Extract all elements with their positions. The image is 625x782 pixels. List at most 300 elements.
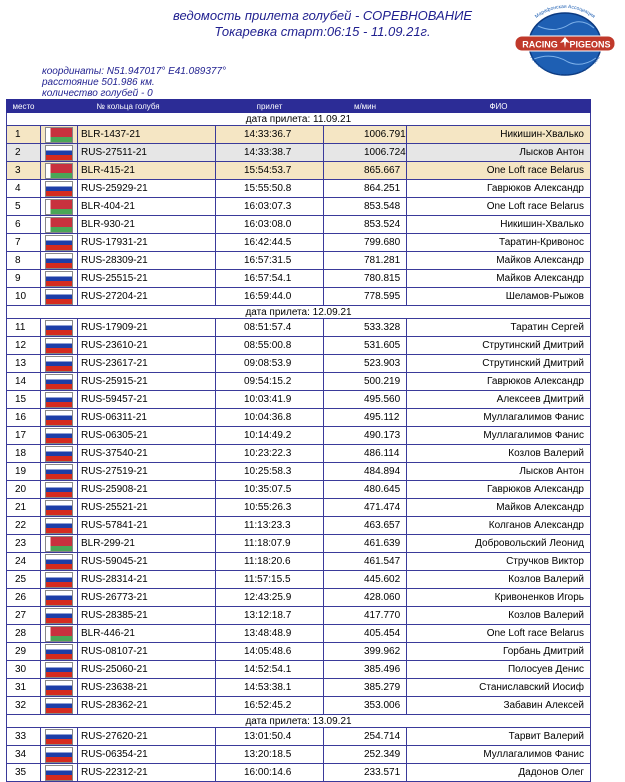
- arrival-time-cell: 14:33:36.7: [216, 126, 324, 144]
- russia-flag-icon: [45, 680, 73, 696]
- date-group-label: дата прилета: 11.09.21: [7, 113, 591, 126]
- flag-cell: [41, 445, 78, 463]
- place-cell: 4: [7, 180, 41, 198]
- table-row: [7, 445, 591, 463]
- place-cell: 14: [7, 373, 41, 391]
- racing-pigeons-logo: [510, 4, 620, 82]
- arrival-time-cell: 11:13:23.3: [216, 517, 324, 535]
- speed-cell: 480.645: [324, 481, 407, 499]
- fancier-name-cell: Майков Александр: [407, 252, 591, 270]
- belarus-flag-icon: [45, 626, 73, 642]
- fancier-name-cell: Тарвит Валерий: [407, 728, 591, 746]
- table-row: [7, 607, 591, 625]
- russia-flag-icon: [45, 644, 73, 660]
- arrival-time-cell: 16:52:45.2: [216, 697, 324, 715]
- fancier-name-cell: Таратин-Кривонос: [407, 234, 591, 252]
- flag-cell: [41, 571, 78, 589]
- russia-flag-icon: [45, 374, 73, 390]
- fancier-name-cell: Станиславский Иосиф: [407, 679, 591, 697]
- table-row: [7, 517, 591, 535]
- place-cell: 5: [7, 198, 41, 216]
- arrival-time-cell: 11:57:15.5: [216, 571, 324, 589]
- fancier-name-cell: Стручков Виктор: [407, 553, 591, 571]
- arrival-time-cell: 13:01:50.4: [216, 728, 324, 746]
- flag-cell: [41, 216, 78, 234]
- russia-flag-icon: [45, 235, 73, 251]
- fancier-name-cell: One Loft race Belarus: [407, 162, 591, 180]
- col-name: ФИО: [407, 100, 591, 113]
- fancier-name-cell: Муллагалимов Фанис: [407, 409, 591, 427]
- speed-cell: 853.524: [324, 216, 407, 234]
- russia-flag-icon: [45, 356, 73, 372]
- ring-cell: RUS-06354-21: [78, 746, 216, 764]
- place-cell: 1: [7, 126, 41, 144]
- date-group-label: дата прилета: 12.09.21: [7, 306, 591, 319]
- flag-cell: [41, 391, 78, 409]
- ring-cell: BLR-446-21: [78, 625, 216, 643]
- coordinates: координаты: N51.947017° E41.089377°: [42, 66, 227, 77]
- arrival-time-cell: 16:03:08.0: [216, 216, 324, 234]
- ring-cell: RUS-59045-21: [78, 553, 216, 571]
- fancier-name-cell: Лысков Антон: [407, 144, 591, 162]
- date-group-row: [7, 715, 591, 728]
- belarus-flag-icon: [45, 127, 73, 143]
- col-place: место: [7, 100, 41, 113]
- flag-cell: [41, 337, 78, 355]
- logo-right-word: PIGEONS: [569, 39, 611, 50]
- speed-cell: 865.667: [324, 162, 407, 180]
- table-row: [7, 643, 591, 661]
- belarus-flag-icon: [45, 536, 73, 552]
- flag-cell: [41, 661, 78, 679]
- table-row: [7, 319, 591, 337]
- arrival-time-cell: 14:53:38.1: [216, 679, 324, 697]
- flag-cell: [41, 144, 78, 162]
- speed-cell: 471.474: [324, 499, 407, 517]
- fancier-name-cell: Добровольский Леонид: [407, 535, 591, 553]
- place-cell: 10: [7, 288, 41, 306]
- place-cell: 22: [7, 517, 41, 535]
- flag-cell: [41, 409, 78, 427]
- table-row: [7, 409, 591, 427]
- arrival-time-cell: 10:55:26.3: [216, 499, 324, 517]
- speed-cell: 428.060: [324, 589, 407, 607]
- flag-cell: [41, 252, 78, 270]
- fancier-name-cell: Полосуев Денис: [407, 661, 591, 679]
- russia-flag-icon: [45, 572, 73, 588]
- russia-flag-icon: [45, 765, 73, 781]
- table-row: [7, 553, 591, 571]
- title-line-2: Токаревка старт:06:15 - 11.09.21г.: [214, 24, 431, 39]
- arrival-time-cell: 14:05:48.6: [216, 643, 324, 661]
- ring-cell: BLR-404-21: [78, 198, 216, 216]
- russia-flag-icon: [45, 518, 73, 534]
- arrival-time-cell: 11:18:07.9: [216, 535, 324, 553]
- speed-cell: 445.602: [324, 571, 407, 589]
- speed-cell: 853.548: [324, 198, 407, 216]
- speed-cell: 1006.724: [324, 144, 407, 162]
- fancier-name-cell: Горбань Дмитрий: [407, 643, 591, 661]
- russia-flag-icon: [45, 392, 73, 408]
- ring-cell: RUS-25908-21: [78, 481, 216, 499]
- speed-cell: 778.595: [324, 288, 407, 306]
- ring-cell: RUS-23610-21: [78, 337, 216, 355]
- fancier-name-cell: Гаврюков Александр: [407, 481, 591, 499]
- speed-cell: 252.349: [324, 746, 407, 764]
- flag-cell: [41, 234, 78, 252]
- speed-cell: 531.605: [324, 337, 407, 355]
- place-cell: 20: [7, 481, 41, 499]
- arrival-time-cell: 14:33:38.7: [216, 144, 324, 162]
- table-row: [7, 373, 591, 391]
- ring-cell: RUS-28385-21: [78, 607, 216, 625]
- flag-cell: [41, 679, 78, 697]
- arrival-time-cell: 10:25:58.3: [216, 463, 324, 481]
- ring-cell: RUS-23617-21: [78, 355, 216, 373]
- flag-cell: [41, 553, 78, 571]
- place-cell: 19: [7, 463, 41, 481]
- arrival-time-cell: 16:57:54.1: [216, 270, 324, 288]
- ring-cell: RUS-27620-21: [78, 728, 216, 746]
- flag-cell: [41, 589, 78, 607]
- speed-cell: 254.714: [324, 728, 407, 746]
- table-row: [7, 216, 591, 234]
- fancier-name-cell: Гаврюков Александр: [407, 373, 591, 391]
- speed-cell: 495.112: [324, 409, 407, 427]
- results-table: [6, 99, 591, 782]
- ring-cell: RUS-26773-21: [78, 589, 216, 607]
- arrival-time-cell: 12:43:25.9: [216, 589, 324, 607]
- russia-flag-icon: [45, 446, 73, 462]
- place-cell: 35: [7, 764, 41, 782]
- speed-cell: 490.173: [324, 427, 407, 445]
- fancier-name-cell: Таратин Сергей: [407, 319, 591, 337]
- russia-flag-icon: [45, 698, 73, 714]
- place-cell: 28: [7, 625, 41, 643]
- table-row: [7, 463, 591, 481]
- table-row: [7, 589, 591, 607]
- place-cell: 7: [7, 234, 41, 252]
- arrival-time-cell: 10:04:36.8: [216, 409, 324, 427]
- flag-cell: [41, 625, 78, 643]
- arrival-time-cell: 08:55:00.8: [216, 337, 324, 355]
- place-cell: 8: [7, 252, 41, 270]
- table-row: [7, 337, 591, 355]
- russia-flag-icon: [45, 289, 73, 305]
- flag-cell: [41, 643, 78, 661]
- russia-flag-icon: [45, 464, 73, 480]
- table-row: [7, 499, 591, 517]
- flag-cell: [41, 481, 78, 499]
- place-cell: 23: [7, 535, 41, 553]
- table-row: [7, 535, 591, 553]
- table-row: [7, 391, 591, 409]
- flag-cell: [41, 355, 78, 373]
- arrival-time-cell: 15:54:53.7: [216, 162, 324, 180]
- arrival-time-cell: 13:20:18.5: [216, 746, 324, 764]
- fancier-name-cell: Забавин Алексей: [407, 697, 591, 715]
- table-row: [7, 571, 591, 589]
- speed-cell: 405.454: [324, 625, 407, 643]
- fancier-name-cell: Майков Александр: [407, 499, 591, 517]
- speed-cell: 417.770: [324, 607, 407, 625]
- table-row: [7, 198, 591, 216]
- speed-cell: 233.571: [324, 764, 407, 782]
- ring-cell: RUS-28314-21: [78, 571, 216, 589]
- flag-cell: [41, 607, 78, 625]
- speed-cell: 484.894: [324, 463, 407, 481]
- speed-cell: 523.903: [324, 355, 407, 373]
- title-line-1: ведомость прилета голубей - СОРЕВНОВАНИЕ: [172, 8, 473, 23]
- arrival-time-cell: 10:35:07.5: [216, 481, 324, 499]
- table-row: [7, 270, 591, 288]
- ring-cell: RUS-23638-21: [78, 679, 216, 697]
- flag-cell: [41, 270, 78, 288]
- ring-cell: RUS-08107-21: [78, 643, 216, 661]
- table-row: [7, 481, 591, 499]
- russia-flag-icon: [45, 554, 73, 570]
- place-cell: 15: [7, 391, 41, 409]
- speed-cell: 353.006: [324, 697, 407, 715]
- russia-flag-icon: [45, 662, 73, 678]
- arrival-time-cell: 16:00:14.6: [216, 764, 324, 782]
- pigeon-count: количество голубей - 0: [42, 88, 153, 99]
- speed-cell: 799.680: [324, 234, 407, 252]
- ring-cell: RUS-06305-21: [78, 427, 216, 445]
- speed-cell: 385.496: [324, 661, 407, 679]
- russia-flag-icon: [45, 482, 73, 498]
- arrival-time-cell: 16:42:44.5: [216, 234, 324, 252]
- place-cell: 25: [7, 571, 41, 589]
- flag-cell: [41, 517, 78, 535]
- place-cell: 12: [7, 337, 41, 355]
- table-row: [7, 252, 591, 270]
- table-row: [7, 234, 591, 252]
- ring-cell: BLR-930-21: [78, 216, 216, 234]
- date-group-label: дата прилета: 13.09.21: [7, 715, 591, 728]
- flag-cell: [41, 126, 78, 144]
- fancier-name-cell: Никишин-Хвалько: [407, 126, 591, 144]
- arrival-time-cell: 15:55:50.8: [216, 180, 324, 198]
- fancier-name-cell: Струтинский Дмитрий: [407, 355, 591, 373]
- table-row: [7, 144, 591, 162]
- speed-cell: 780.815: [324, 270, 407, 288]
- race-info: [42, 66, 226, 99]
- flag-cell: [41, 319, 78, 337]
- ring-cell: RUS-25521-21: [78, 499, 216, 517]
- flag-cell: [41, 427, 78, 445]
- speed-cell: 500.219: [324, 373, 407, 391]
- table-row: [7, 126, 591, 144]
- fancier-name-cell: Майков Александр: [407, 270, 591, 288]
- ring-cell: RUS-22312-21: [78, 764, 216, 782]
- ring-cell: RUS-25929-21: [78, 180, 216, 198]
- speed-cell: 1006.791: [324, 126, 407, 144]
- col-speed: м/мин: [324, 100, 407, 113]
- fancier-name-cell: Лысков Антон: [407, 463, 591, 481]
- speed-cell: 461.639: [324, 535, 407, 553]
- place-cell: 9: [7, 270, 41, 288]
- ring-cell: BLR-415-21: [78, 162, 216, 180]
- fancier-name-cell: Шеламов-Рыжов: [407, 288, 591, 306]
- arrival-time-cell: 13:12:18.7: [216, 607, 324, 625]
- place-cell: 32: [7, 697, 41, 715]
- table-row: [7, 355, 591, 373]
- speed-cell: 495.560: [324, 391, 407, 409]
- ring-cell: RUS-27204-21: [78, 288, 216, 306]
- place-cell: 13: [7, 355, 41, 373]
- place-cell: 29: [7, 643, 41, 661]
- fancier-name-cell: One Loft race Belarus: [407, 625, 591, 643]
- place-cell: 26: [7, 589, 41, 607]
- russia-flag-icon: [45, 271, 73, 287]
- table-row: [7, 679, 591, 697]
- fancier-name-cell: Муллагалимов Фанис: [407, 746, 591, 764]
- arrival-time-cell: 14:52:54.1: [216, 661, 324, 679]
- ring-cell: RUS-28362-21: [78, 697, 216, 715]
- arrival-time-cell: 08:51:57.4: [216, 319, 324, 337]
- fancier-name-cell: Кривоненков Игорь: [407, 589, 591, 607]
- table-row: [7, 427, 591, 445]
- arrival-time-cell: 11:18:20.6: [216, 553, 324, 571]
- ring-cell: RUS-27511-21: [78, 144, 216, 162]
- arrival-time-cell: 10:14:49.2: [216, 427, 324, 445]
- flag-cell: [41, 180, 78, 198]
- place-cell: 31: [7, 679, 41, 697]
- date-group-row: [7, 113, 591, 126]
- ring-cell: RUS-25915-21: [78, 373, 216, 391]
- ring-cell: RUS-17909-21: [78, 319, 216, 337]
- logo-left-word: RACING: [522, 39, 558, 50]
- place-cell: 6: [7, 216, 41, 234]
- ring-cell: BLR-1437-21: [78, 126, 216, 144]
- flag-cell: [41, 198, 78, 216]
- table-row: [7, 661, 591, 679]
- russia-flag-icon: [45, 590, 73, 606]
- russia-flag-icon: [45, 428, 73, 444]
- speed-cell: 463.657: [324, 517, 407, 535]
- flag-cell: [41, 728, 78, 746]
- russia-flag-icon: [45, 500, 73, 516]
- russia-flag-icon: [45, 320, 73, 336]
- speed-cell: 781.281: [324, 252, 407, 270]
- fancier-name-cell: Струтинский Дмитрий: [407, 337, 591, 355]
- russia-flag-icon: [45, 410, 73, 426]
- speed-cell: 486.114: [324, 445, 407, 463]
- logo-bottom-text: Ассоциация Спортивных Голубеводов: [529, 54, 601, 76]
- fancier-name-cell: Никишин-Хвалько: [407, 216, 591, 234]
- russia-flag-icon: [45, 338, 73, 354]
- ring-cell: BLR-299-21: [78, 535, 216, 553]
- flag-cell: [41, 288, 78, 306]
- place-cell: 17: [7, 427, 41, 445]
- speed-cell: 864.251: [324, 180, 407, 198]
- col-arrival: прилет: [216, 100, 324, 113]
- russia-flag-icon: [45, 181, 73, 197]
- russia-flag-icon: [45, 608, 73, 624]
- arrival-time-cell: 09:08:53.9: [216, 355, 324, 373]
- table-row: [7, 746, 591, 764]
- belarus-flag-icon: [45, 217, 73, 233]
- place-cell: 24: [7, 553, 41, 571]
- place-cell: 30: [7, 661, 41, 679]
- place-cell: 18: [7, 445, 41, 463]
- arrival-time-cell: 10:23:22.3: [216, 445, 324, 463]
- place-cell: 34: [7, 746, 41, 764]
- place-cell: 27: [7, 607, 41, 625]
- flag-cell: [41, 162, 78, 180]
- fancier-name-cell: Гаврюков Александр: [407, 180, 591, 198]
- fancier-name-cell: Козлов Валерий: [407, 571, 591, 589]
- fancier-name-cell: Козлов Валерий: [407, 607, 591, 625]
- speed-cell: 399.962: [324, 643, 407, 661]
- place-cell: 16: [7, 409, 41, 427]
- fancier-name-cell: Алексеев Дмитрий: [407, 391, 591, 409]
- fancier-name-cell: Дадонов Олег: [407, 764, 591, 782]
- date-group-row: [7, 306, 591, 319]
- flag-cell: [41, 535, 78, 553]
- table-row: [7, 625, 591, 643]
- fancier-name-cell: One Loft race Belarus: [407, 198, 591, 216]
- distance: расстояние 501.986 км.: [42, 77, 155, 88]
- table-header-row: [7, 100, 591, 113]
- table-row: [7, 697, 591, 715]
- ring-cell: RUS-59457-21: [78, 391, 216, 409]
- speed-cell: 385.279: [324, 679, 407, 697]
- ring-cell: RUS-27519-21: [78, 463, 216, 481]
- ring-cell: RUS-37540-21: [78, 445, 216, 463]
- place-cell: 2: [7, 144, 41, 162]
- flag-cell: [41, 463, 78, 481]
- speed-cell: 461.547: [324, 553, 407, 571]
- speed-cell: 533.328: [324, 319, 407, 337]
- ring-cell: RUS-28309-21: [78, 252, 216, 270]
- place-cell: 11: [7, 319, 41, 337]
- flag-cell: [41, 373, 78, 391]
- logo-top-text: Марафонская Ассоциация: [533, 4, 597, 20]
- arrival-time-cell: 16:57:31.5: [216, 252, 324, 270]
- flag-cell: [41, 697, 78, 715]
- fancier-name-cell: Козлов Валерий: [407, 445, 591, 463]
- belarus-flag-icon: [45, 199, 73, 215]
- russia-flag-icon: [45, 729, 73, 745]
- table-row: [7, 728, 591, 746]
- table-row: [7, 180, 591, 198]
- russia-flag-icon: [45, 747, 73, 763]
- arrival-time-cell: 13:48:48.9: [216, 625, 324, 643]
- belarus-flag-icon: [45, 163, 73, 179]
- flag-cell: [41, 499, 78, 517]
- russia-flag-icon: [45, 253, 73, 269]
- arrival-time-cell: 09:54:15.2: [216, 373, 324, 391]
- ring-cell: RUS-25060-21: [78, 661, 216, 679]
- table-row: [7, 162, 591, 180]
- place-cell: 21: [7, 499, 41, 517]
- place-cell: 33: [7, 728, 41, 746]
- table-row: [7, 288, 591, 306]
- results-body: [7, 113, 591, 782]
- flag-cell: [41, 746, 78, 764]
- arrival-time-cell: 16:59:44.0: [216, 288, 324, 306]
- arrival-time-cell: 10:03:41.9: [216, 391, 324, 409]
- col-ring: № кольца голубя: [41, 100, 216, 113]
- place-cell: 3: [7, 162, 41, 180]
- fancier-name-cell: Колганов Александр: [407, 517, 591, 535]
- ring-cell: RUS-06311-21: [78, 409, 216, 427]
- arrival-time-cell: 16:03:07.3: [216, 198, 324, 216]
- russia-flag-icon: [45, 145, 73, 161]
- ring-cell: RUS-57841-21: [78, 517, 216, 535]
